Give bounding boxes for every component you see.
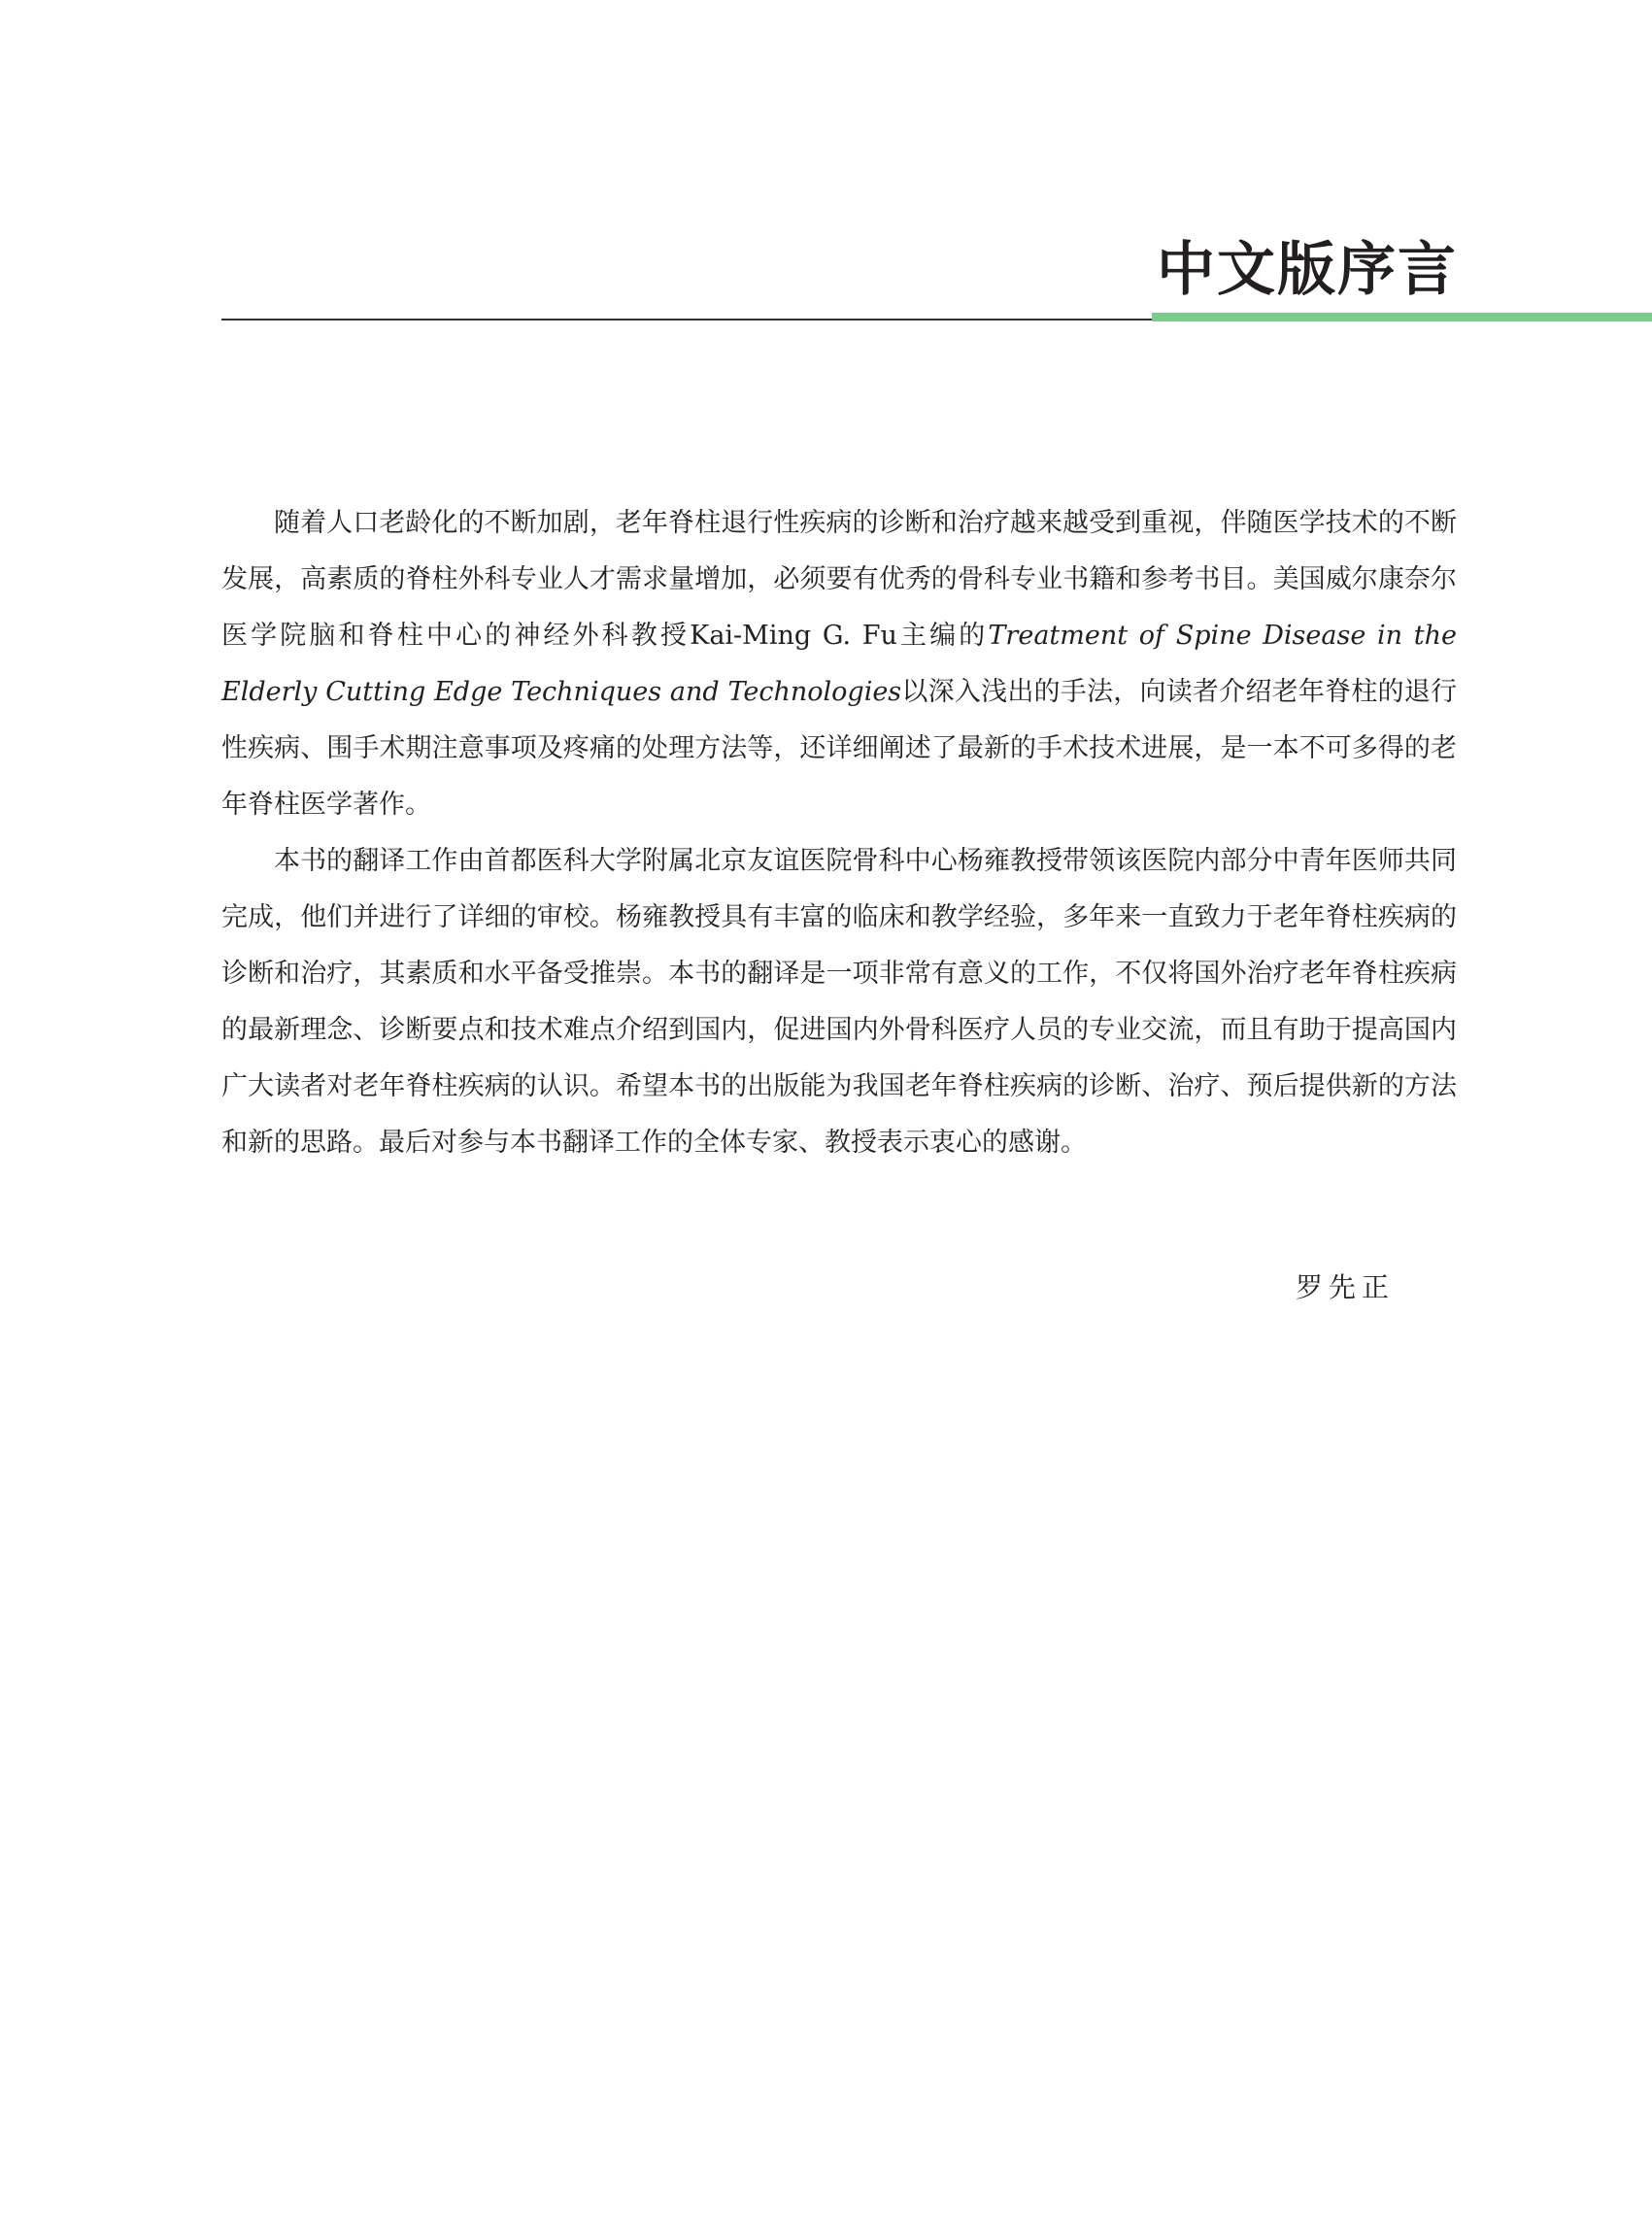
paragraph-1-text-b: 以深入浅出的手法，向读者介绍老年脊柱的退行性疾病、围手术期注意事项及疼痛的处理方法等，还详细阐述了最新的手术技术进展，是一本不可多得的老年脊柱医学著作。	[221, 677, 1457, 820]
book-title: Treatment of Spine Disease in the Elderly Cutting Edge Techniques and Technologies	[221, 621, 1457, 707]
paragraph-1-text-a: 随着人口老龄化的不断加剧，老年脊柱退行性疾病的诊断和治疗越来越受到重视，伴随医学技术的不断发展，高素质的脊柱外科专业人才需求量增加，必须要有优秀的骨科专业书籍和参考书目。美国威尔康奈尔医学院脑和脊柱中心的神经外科教授Kai-Ming G. Fu主编的	[221, 508, 1457, 651]
header-rule	[221, 319, 1154, 320]
page-title: 中文版序言	[1157, 236, 1458, 304]
page-header	[0, 0, 1652, 330]
paragraph-1	[221, 495, 1457, 833]
paragraph-2: 本书的翻译工作由首都医科大学附属北京友谊医院骨科中心杨雍教授带领该医院内部分中青年医师共同完成，他们并进行了详细的审校。杨雍教授具有丰富的临床和教学经验，多年来一直致力于老年脊柱疾病的诊断和治疗，其素质和水平备受推崇。本书的翻译是一项非常有意义的工作，不仅将国外治疗老年脊柱疾病的最新理念、诊断要点和技术难点介绍到国内，促进国内外骨科医疗人员的专业交流，而且有助于提高国内广大读者对老年脊柱疾病的认识。希望本书的出版能为我国老年脊柱疾病的诊断、治疗、预后提供新的方法和新的思路。最后对参与本书翻译工作的全体专家、教授表示衷心的感谢。	[221, 846, 1457, 1158]
author-signature: 罗先正	[1295, 1271, 1395, 1303]
preface-body	[221, 495, 1457, 1171]
header-accent-bar	[1152, 313, 1652, 321]
